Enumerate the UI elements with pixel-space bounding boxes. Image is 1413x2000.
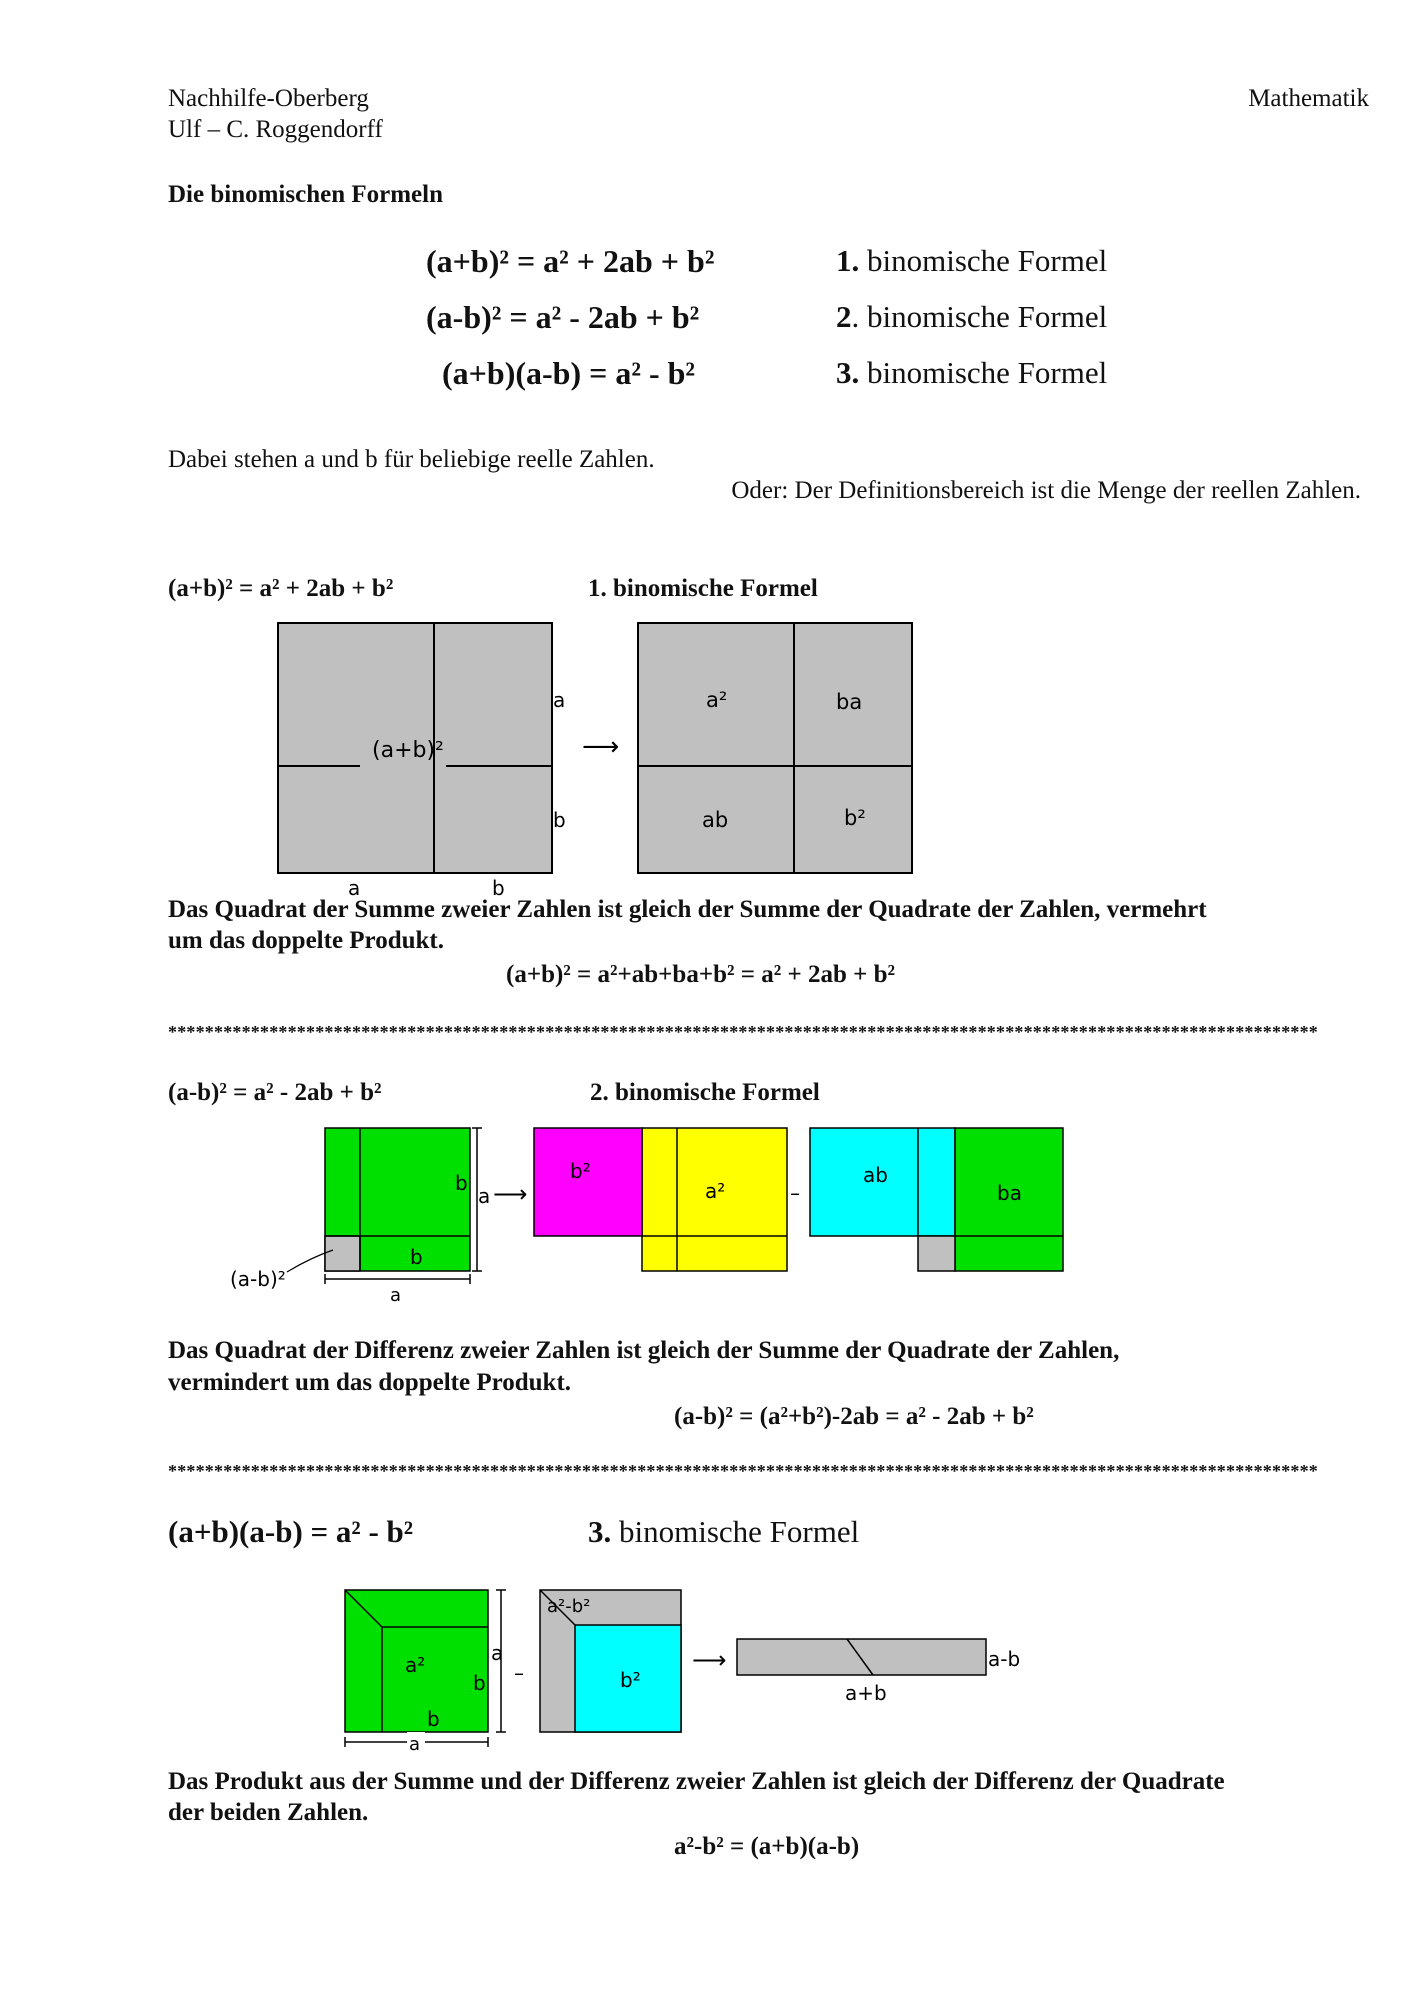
summary-label-3: 3. binomische Formel [836,355,1108,390]
section3-text-1: Das Produkt aus der Summe und der Differenz zweier Zahlen ist gleich der Differenz der Quadrate [168,1768,1225,1795]
a-right-label: a [478,1184,491,1208]
figure-binomial-1 [270,615,920,905]
area-ab: ab [863,1163,888,1187]
area-ba: ba [997,1181,1022,1205]
arrow-icon: ⟶ [493,1180,528,1208]
square-a-plus-b [278,623,552,873]
b-bottom-label: b [410,1245,423,1269]
arrow-icon: ⟶ [692,1646,727,1674]
section3-label: 3. binomische Formel [588,1514,860,1549]
summary-formula-3: (a+b)(a-b) = a² - b² [442,355,695,391]
area-b2: b² [620,1668,641,1692]
minus-icon: – [514,1661,524,1685]
section2-label: 2. binomische Formel [590,1079,820,1106]
section1-label: 1. binomische Formel [588,575,818,602]
area-a2: a² [405,1653,426,1677]
section1-text-2: um das doppelte Produkt. [168,927,444,954]
yellow-magenta-block [534,1128,787,1271]
section1-text-1: Das Quadrat der Summe zweier Zahlen ist gleich der Summe der Quadrate der Zahlen, vermehrt [168,896,1207,923]
figure-binomial-3 [335,1582,1035,1762]
section3-derivation: a²-b² = (a+b)(a-b) [674,1833,860,1860]
side-a-label: a [553,688,566,712]
intro-line-1: Dabei stehen a und b für beliebige reelle Zahlen. [168,446,655,473]
header-org: Nachhilfe-Oberberg [168,85,369,112]
section3-formula: (a+b)(a-b) = a² - b² [168,1514,414,1549]
area-a2-minus-b2: a²-b² [547,1596,591,1617]
summary-formula-2: (a-b)² = a² - 2ab + b² [426,299,700,335]
intro-line-2: Oder: Der Definitionsbereich ist die Menge der reellen Zahlen. [731,477,1361,504]
cyan-green-block [810,1128,1063,1271]
square-a-squared [345,1590,488,1732]
area-a2: a² [706,688,728,712]
side-b-label: b [553,808,566,832]
arrow-icon: ⟶ [582,732,620,762]
square-expanded [638,623,912,873]
section2-text-1: Das Quadrat der Differenz zweier Zahlen ist gleich der Summe der Quadrate der Zahlen, [168,1337,1120,1364]
a-right-label: a [491,1641,504,1665]
minus-icon: – [790,1181,800,1205]
separator-2: ***************************************************************************************************************************** [168,1461,1318,1481]
rectangle-a-plus-b-by-a-minus-b [737,1639,1020,1705]
section1-formula: (a+b)² = a² + 2ab + b² [168,575,394,602]
square-a-minus-b [325,1128,470,1271]
bottom-a-label: a [348,876,361,900]
b-bottom-label: b [427,1707,440,1731]
section2-text-2: vermindert um das doppelte Produkt. [168,1369,572,1396]
summary-formula-1: (a+b)² = a² + 2ab + b² [426,243,715,279]
section3-text-2: der beiden Zahlen. [168,1799,369,1826]
b-right-label: b [473,1671,486,1695]
area-a2: a² [705,1179,726,1203]
callout-a-minus-b-squared: (a-b)² [230,1267,286,1291]
summary-label-2: 2. binomische Formel [836,299,1108,334]
figure-binomial-2 [225,1118,1105,1308]
a-bottom-label: a [409,1734,421,1755]
header-subject: Mathematik [1248,85,1369,112]
summary-label-1: 1. binomische Formel [836,243,1108,278]
section2-derivation: (a-b)² = (a²+b²)-2ab = a² - 2ab + b² [674,1403,1034,1430]
area-b2: b² [844,806,866,830]
a-bottom-label: a [390,1285,402,1306]
header-author: Ulf – C. Roggendorff [168,116,383,143]
separator-1: ***************************************************************************************************************************** [168,1022,1318,1042]
a-minus-b-label: a-b [988,1647,1021,1671]
area-ba: ba [836,690,863,714]
bottom-b-label: b [492,876,505,900]
page-title: Die binomischen Formeln [168,181,443,208]
b-right-label: b [455,1171,468,1195]
center-label: (a+b)² [372,738,444,763]
square-minus-b-squared [540,1590,681,1732]
area-b2: b² [570,1159,591,1183]
area-ab: ab [702,808,729,832]
section1-derivation: (a+b)² = a²+ab+ba+b² = a² + 2ab + b² [506,961,896,988]
section2-formula: (a-b)² = a² - 2ab + b² [168,1079,382,1106]
a-plus-b-label: a+b [845,1681,887,1705]
